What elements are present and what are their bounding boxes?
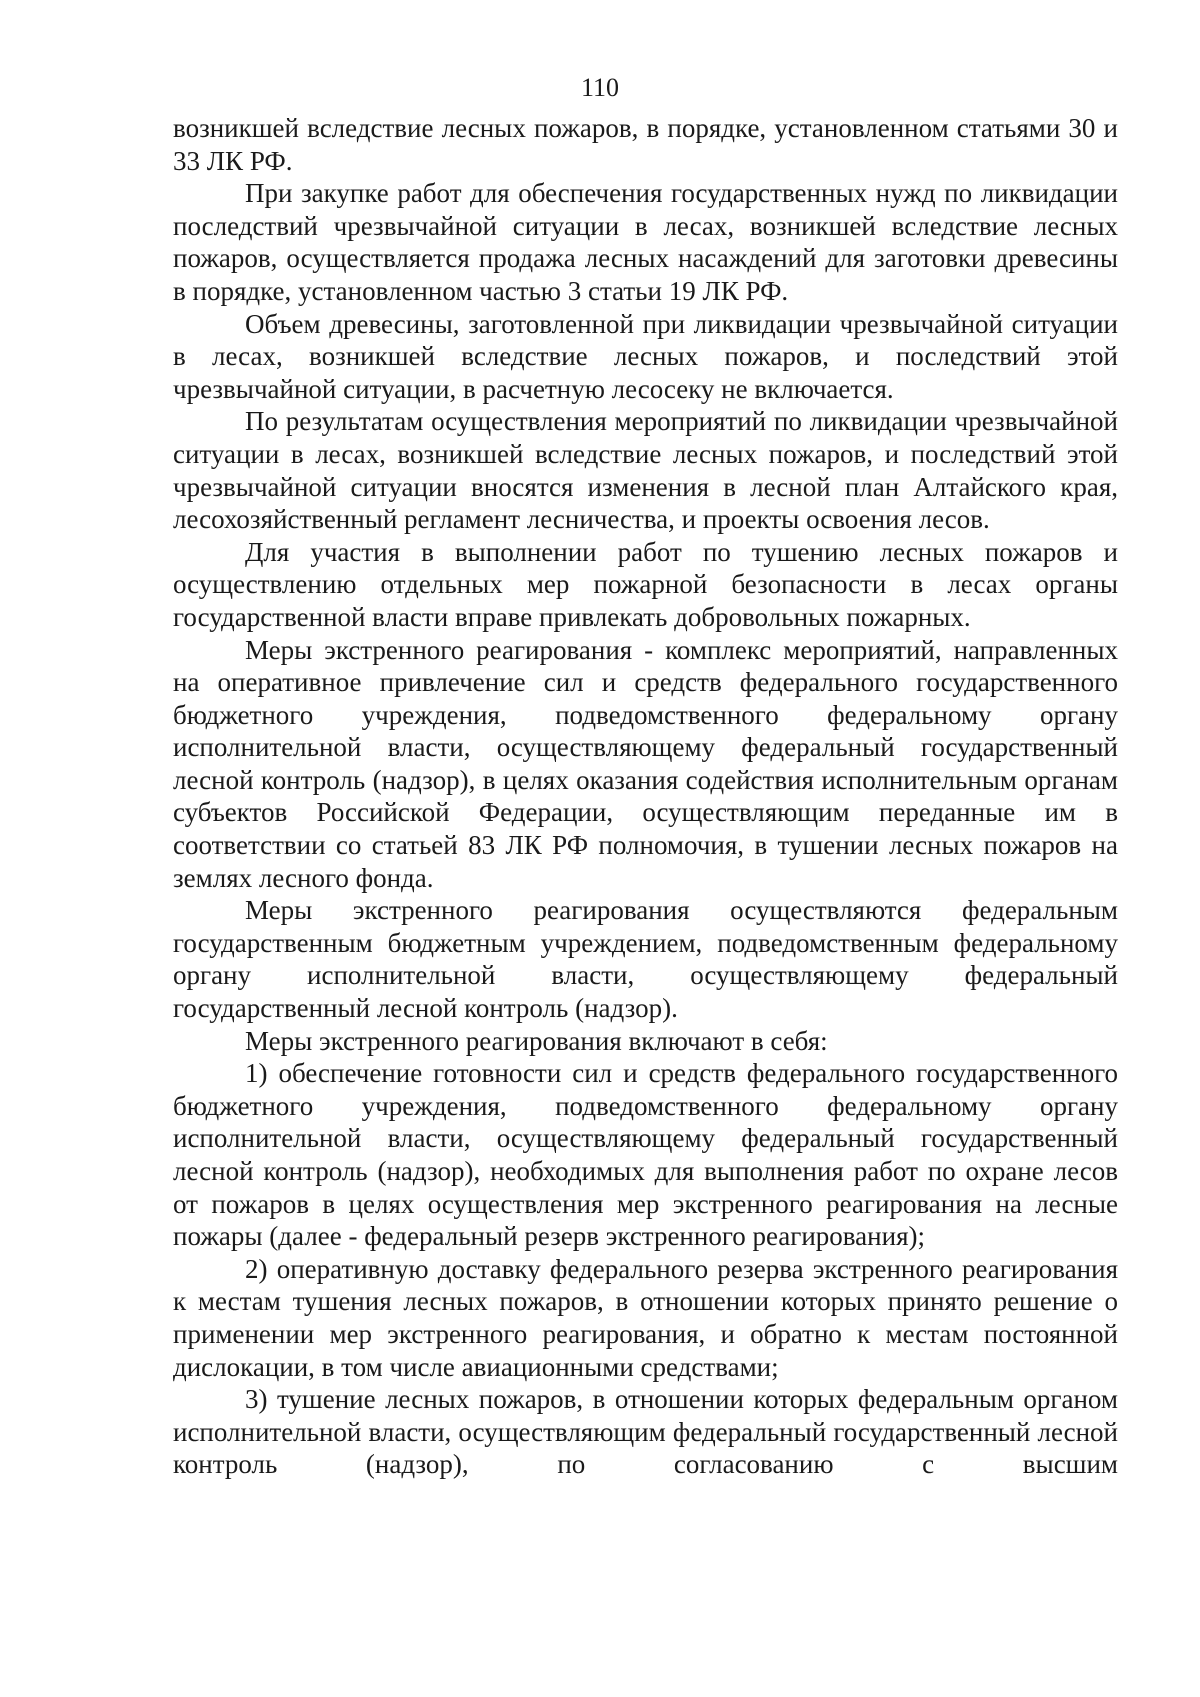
document-body (173, 112, 1118, 1481)
list-item-2: 2) оперативную доставку федерального резерва экстренного реагирования к местам тушения лесных пожаров, в отношении которых принято решение о применении мер экстренного реагирования, и обратно к местам постоянной дислокации, в том числе авиационными средствами; (173, 1253, 1118, 1382)
paragraph-plan-changes: По результатам осуществления мероприятий по ликвидации чрезвычайной ситуации в лесах, возникшей вследствие лесных пожаров, и последствий этой чрезвычайной ситуации вносятся изменения в лесной план Алтайского края, лесохозяйственный регламент лесничества, и проекты освоения лесов. (173, 406, 1118, 535)
paragraph-emergency-includes: Меры экстренного реагирования включают в себя: (245, 1025, 828, 1056)
paragraph-timber-volume: Объем древесины, заготовленной при ликвидации чрезвычайной ситуации в лесах, возникшей вследствие лесных пожаров, и последствий этой чрезвычайной ситуации, в расчетную лесосеку не включается. (173, 308, 1118, 404)
list-item-1: 1) обеспечение готовности сил и средств федерального государственного бюджетного учреждения, подведомственного федеральному органу исполнительной власти, осуществляющему федеральный государственный лесной контроль (надзор), необходимых для выполнения работ по охране лесов от пожаров в целях осуществления мер экстренного реагирования на лесные пожары (далее - федеральный резерв экстренного реагирования); (173, 1058, 1118, 1252)
paragraph-emergency-definition: Меры экстренного реагирования - комплекс мероприятий, направленных на оперативное привлечение сил и средств федерального государственного бюджетного учреждения, подведомственного федеральному органу исполнительной власти, осуществляющему федеральный государственный лесной контроль (надзор), в целях оказания содействия исполнительным органам субъектов Российской Федерации, осуществляющим переданные им в соответствии со статьей 83 ЛК РФ полномочия, в тушении лесных пожаров на землях лесного фонда. (173, 634, 1118, 893)
page-number: 110 (580, 73, 620, 102)
paragraph-continuation: возникшей вследствие лесных пожаров, в порядке, установленном статьями 30 и 33 ЛК РФ. (173, 113, 1118, 176)
list-item-3: 3) тушение лесных пожаров, в отношении которых федеральным органом исполнительной власти, осуществляющим федеральный государственный лесной контроль (надзор), по согласованию с высшим (173, 1384, 1118, 1480)
paragraph-volunteers: Для участия в выполнении работ по тушению лесных пожаров и осуществлению отдельных мер пожарной безопасности в лесах органы государственной власти вправе привлекать добровольных пожарных. (173, 536, 1118, 632)
paragraph-emergency-executor: Меры экстренного реагирования осуществляются федеральным государственным бюджетным учреждением, подведомственным федеральному органу исполнительной власти, осуществляющему федеральный государственный лесной контроль (надзор). (173, 895, 1118, 1024)
paragraph-procurement: При закупке работ для обеспечения государственных нужд по ликвидации последствий чрезвычайной ситуации в лесах, возникшей вследствие лесных пожаров, осуществляется продажа лесных насаждений для заготовки древесины в порядке, установленном частью 3 статьи 19 ЛК РФ. (173, 178, 1118, 306)
